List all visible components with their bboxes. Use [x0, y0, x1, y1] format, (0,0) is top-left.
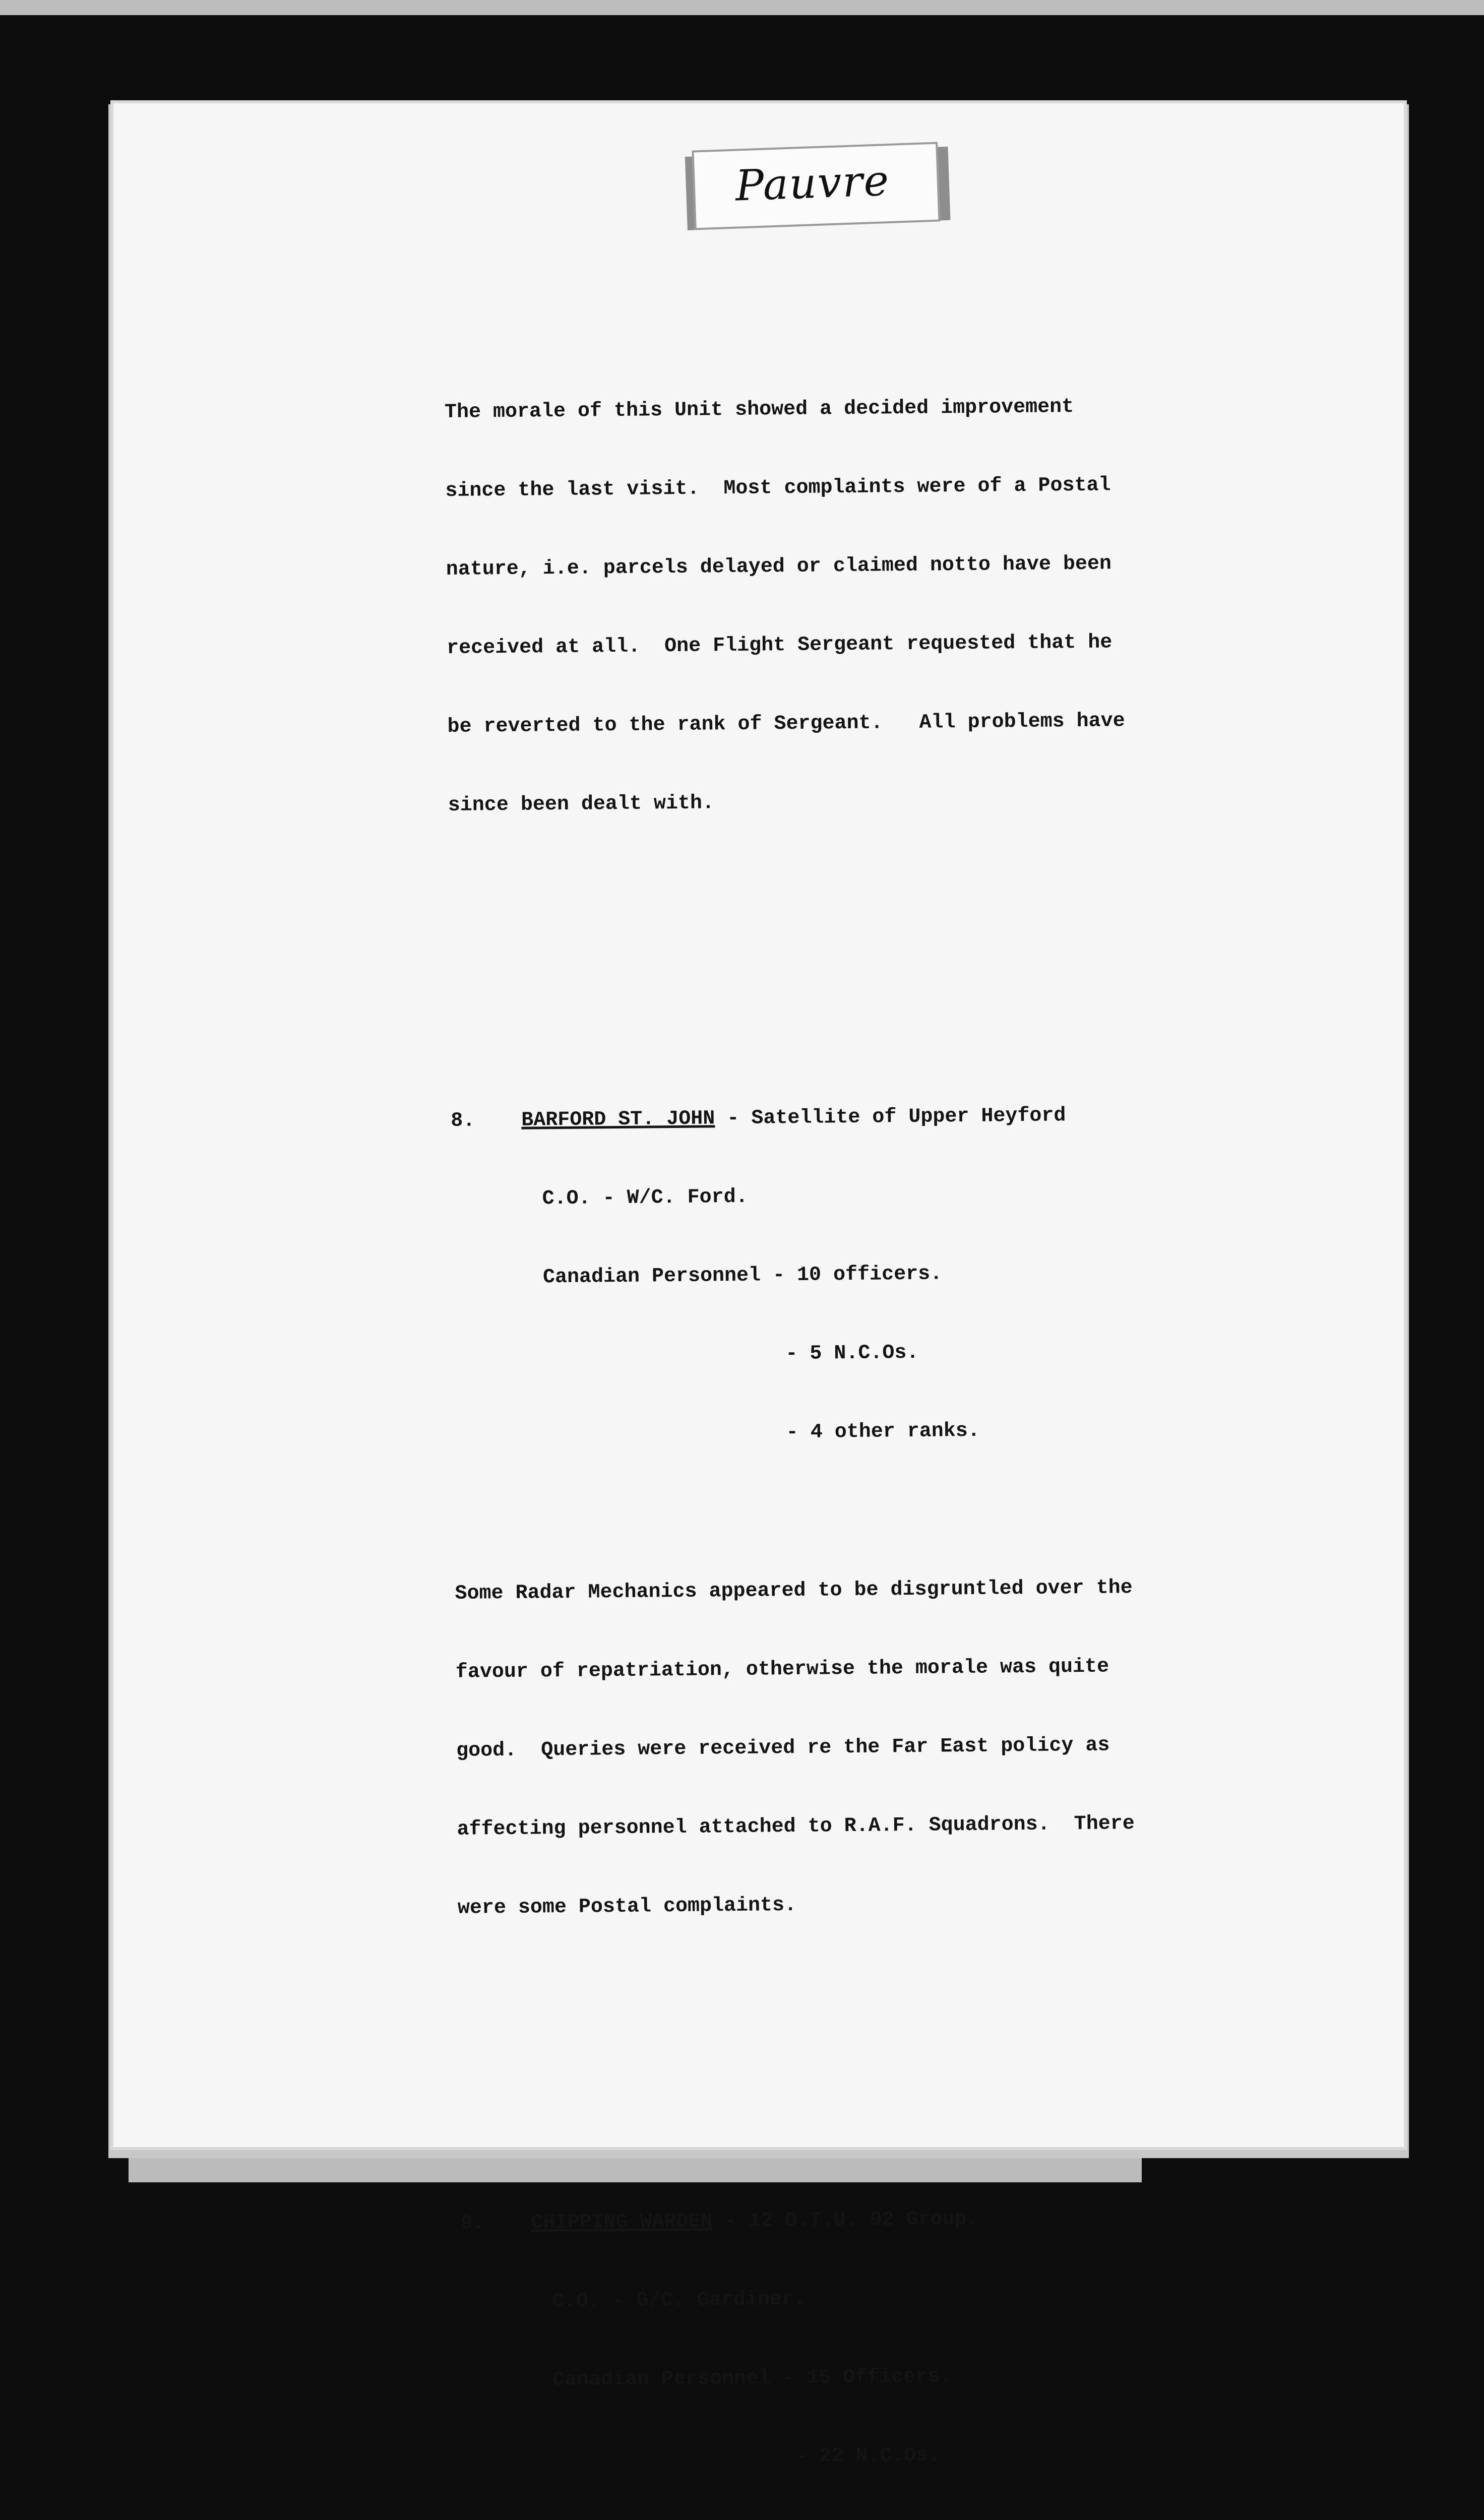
intro-paragraph	[444, 340, 1235, 871]
commanding-officer: C.O. - W/C. Ford.	[542, 1185, 748, 1211]
personnel-line: Canadian Personnel - 15 Officers.	[552, 2365, 952, 2392]
text-line: nature, i.e. parcels delayed or claimed notto have been	[446, 552, 1112, 581]
text-line: Some Radar Mechanics appeared to be disgruntled over the	[455, 1577, 1133, 1605]
text-line: The morale of this Unit showed a decided improvement	[444, 396, 1074, 424]
personnel-line: Canadian Personnel - 10 officers.	[542, 1263, 943, 1289]
text-line: be reverted to the rank of Sergeant. All problems have	[447, 710, 1125, 738]
text-line: affecting personnel attached to R.A.F. Squadrons. There	[457, 1812, 1135, 1841]
scan-frame-edge	[0, 0, 1484, 15]
section-heading	[460, 2204, 1247, 2237]
section-heading	[451, 1101, 1237, 1135]
commanding-officer: C.O. - G/C. Gardiner.	[551, 2288, 807, 2313]
personnel-line: - 22 N.C.Os.	[795, 2444, 941, 2469]
text-line: since been dealt with.	[448, 792, 715, 817]
text-line: received at all. One Flight Sergeant requested that he	[446, 631, 1112, 660]
text-line: favour of repatriation, otherwise the morale was quite	[455, 1655, 1109, 1684]
station-detail: - 12 O.T.U. 92 Group.	[712, 2208, 979, 2233]
station-name: CHIPPING WARDEN	[531, 2210, 713, 2235]
personnel-line	[463, 2518, 1250, 2520]
label-tag	[692, 142, 940, 230]
station-name: BARFORD ST. JOHN	[521, 1107, 715, 1132]
document-body	[444, 288, 1289, 2520]
text-line: since the last visit. Most complaints were of a Postal	[445, 474, 1111, 502]
personnel-line: - 5 N.C.Os.	[785, 1341, 919, 1366]
personnel-line: - 4 other ranks.	[786, 1419, 980, 1444]
handwritten-label: Pauvre	[734, 155, 891, 211]
section-number: 8.	[451, 1109, 475, 1132]
station-detail: - Satellite of Upper Heyford	[715, 1104, 1066, 1130]
text-line: were some Postal complaints.	[457, 1894, 797, 1920]
section-9	[460, 2152, 1253, 2520]
section-8	[450, 1049, 1245, 1974]
section-number: 9.	[460, 2212, 485, 2235]
text-line: good. Queries were received re the Far East policy as	[456, 1734, 1110, 1762]
